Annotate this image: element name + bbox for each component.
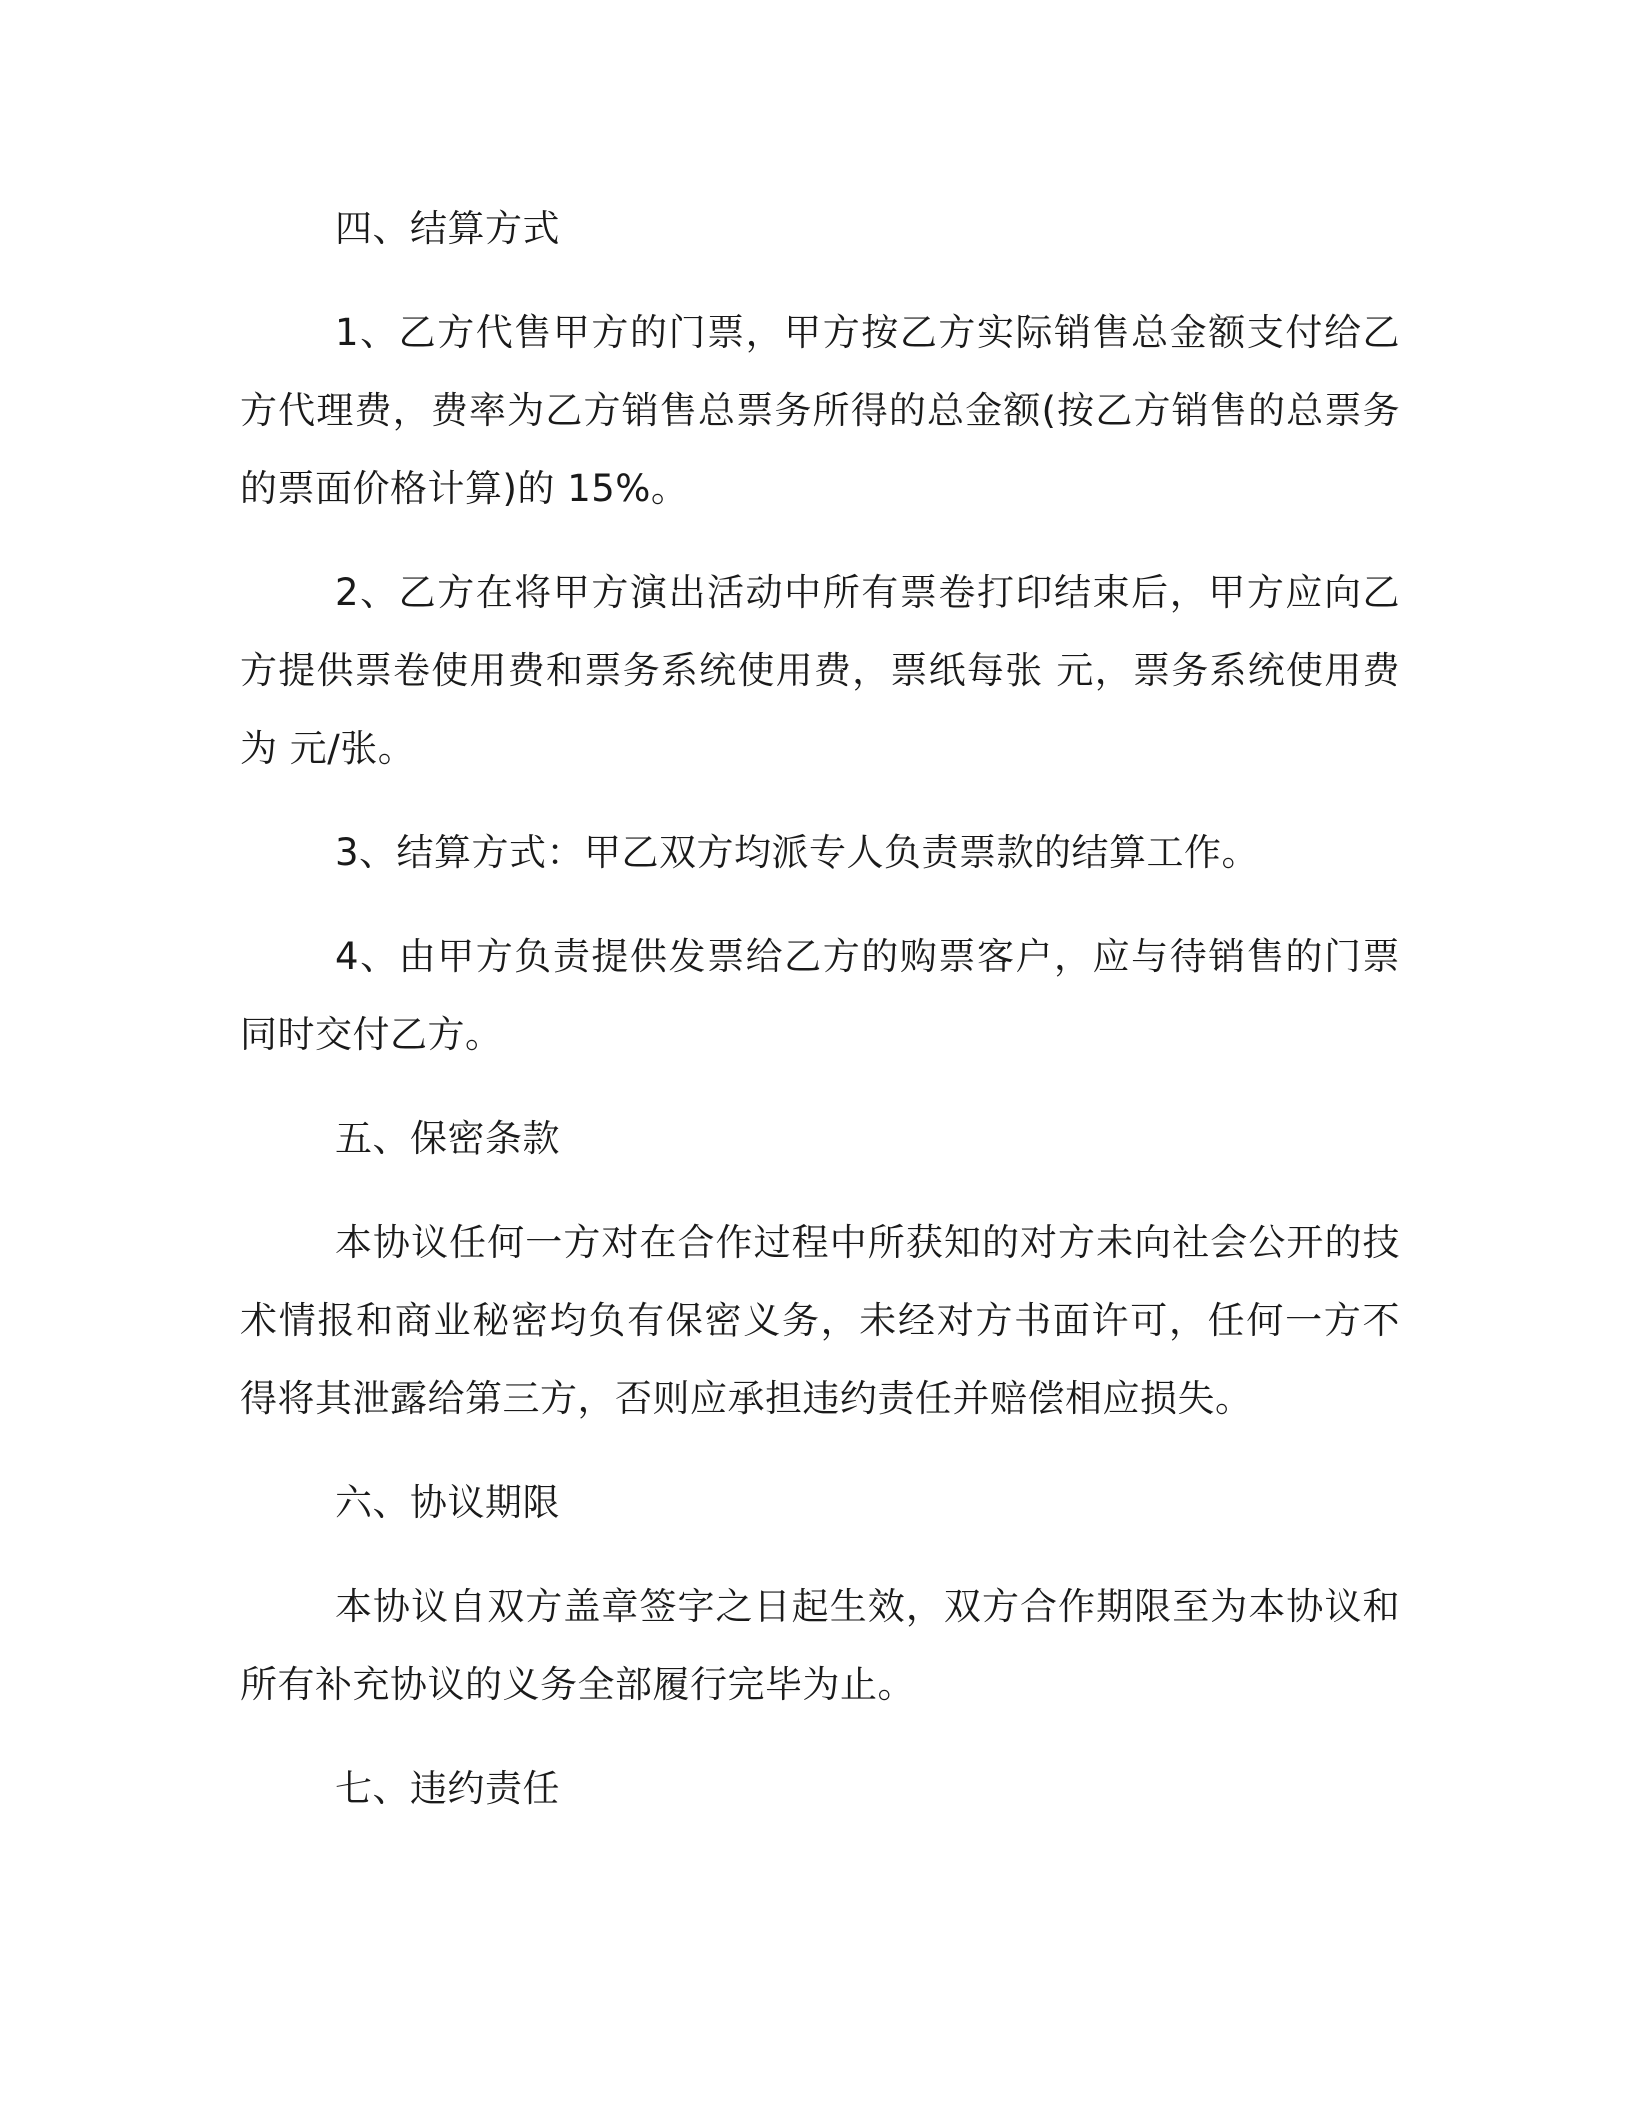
settlement-clause-3: 3、结算方式：甲乙双方均派专人负责票款的结算工作。 bbox=[335, 831, 1260, 874]
section-heading-liability: 七、违约责任 bbox=[335, 1767, 560, 1810]
section-heading-confidentiality: 五、保密条款 bbox=[335, 1117, 560, 1160]
confidentiality-clause: 本协议任何一方对在合作过程中所获知的对方未向社会公开的技术情报和商业秘密均负有保密义务，未经对方书面许可，任何一方不得将其泄露给第三方，否则应承担违约责任并赔偿相应损失。 bbox=[240, 1221, 1400, 1420]
section-heading-settlement: 四、结算方式 bbox=[335, 207, 560, 250]
settlement-clause-2: 2、乙方在将甲方演出活动中所有票卷打印结束后，甲方应向乙方提供票卷使用费和票务系统使用费，票纸每张 元，票务系统使用费为 元/张。 bbox=[240, 571, 1400, 770]
section-heading-term: 六、协议期限 bbox=[335, 1481, 560, 1524]
settlement-clause-1: 1、乙方代售甲方的门票，甲方按乙方实际销售总金额支付给乙方代理费，费率为乙方销售总票务所得的总金额(按乙方销售的总票务的票面价格计算)的 15%。 bbox=[240, 311, 1400, 510]
settlement-clause-4: 4、由甲方负责提供发票给乙方的购票客户，应与待销售的门票同时交付乙方。 bbox=[240, 935, 1400, 1056]
term-clause: 本协议自双方盖章签字之日起生效，双方合作期限至为本协议和所有补充协议的义务全部履行完毕为止。 bbox=[240, 1585, 1400, 1706]
document-body bbox=[240, 190, 1400, 1854]
